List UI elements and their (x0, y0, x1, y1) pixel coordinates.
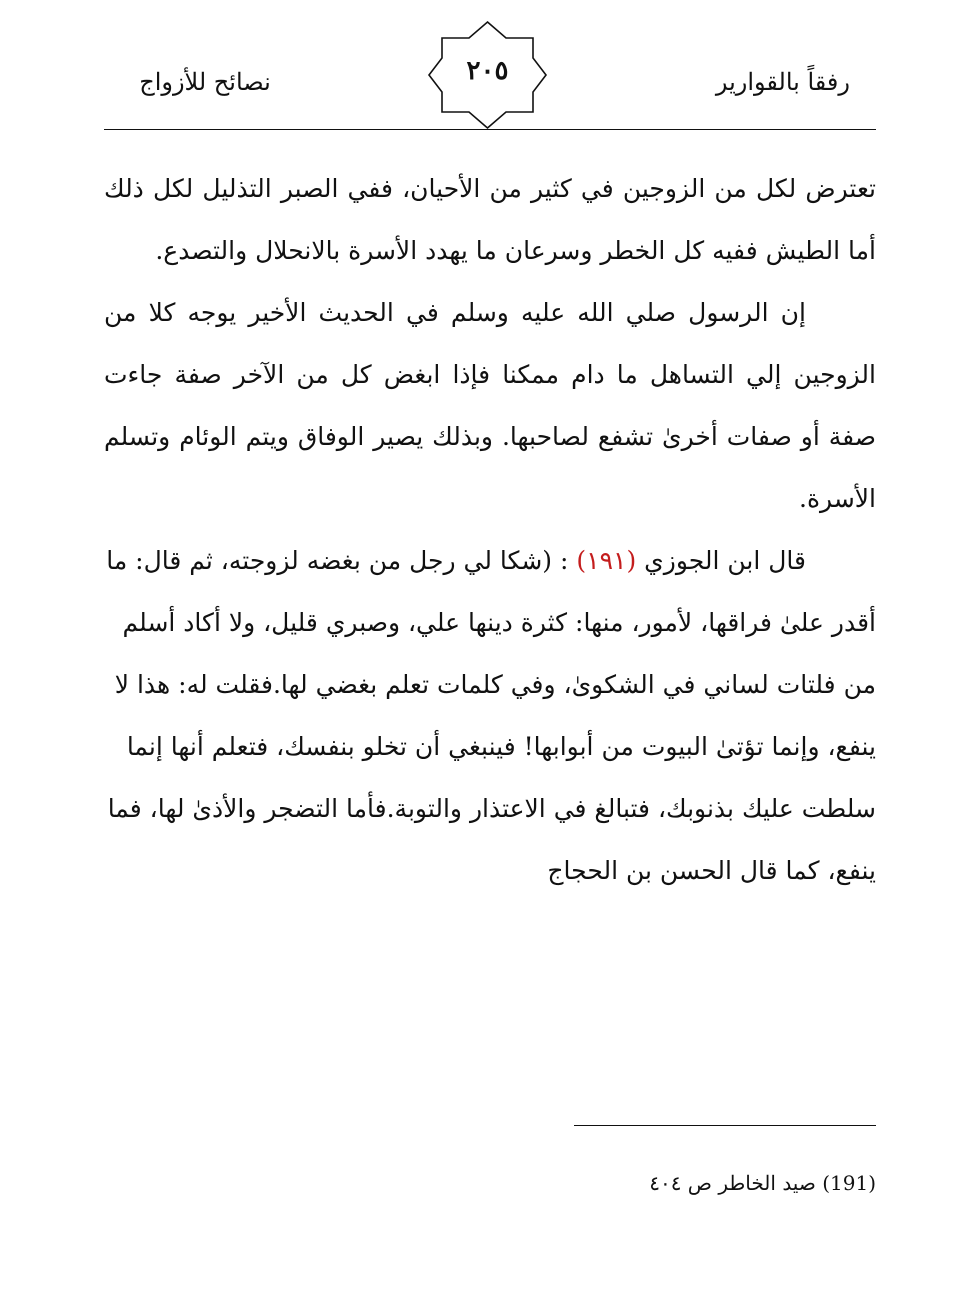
footnote-reference[interactable]: (١٩١) (576, 546, 637, 575)
footnote-number: (191) (822, 1171, 876, 1195)
paragraph-3-quote: : (شكا لي رجل من بغضه لزوجته، ثم قال: ما أقدر علىٰ فراقها، لأمور، منها: كثرة دينها علي، وصبري قليل، ولا أكاد أسلم من فلتات لساني في الشكوىٰ، وفي كلمات تعلم بغضي لها.فقلت له: هذا لا ينفع، وإنما تؤتىٰ البيوت من أبوابها! فينبغي أن تخلو بنفسك، فتعلم أنها إنما سلطت عليك بذنوبك، فتبالغ في الاعتذار والتوبة.فأما التضجر والأذىٰ لها، فما ينفع، كما قال الحسن بن الحجاج (106, 546, 876, 885)
paragraph-3 (104, 530, 876, 902)
page-number-badge (425, 20, 550, 130)
footnote (300, 1168, 876, 1198)
body-text (104, 158, 876, 902)
running-head-chapter-title: نصائح للأزواج (139, 68, 271, 96)
running-head-book-title: رفقاً بالقوارير (715, 68, 850, 96)
page-number: ٢٠٥ (466, 56, 509, 86)
footnote-text: صيد الخاطر ص ٤٠٤ (649, 1171, 816, 1195)
paragraph-2: إن الرسول صلي الله عليه وسلم في الحديث الأخير يوجه كلا من الزوجين إلي التساهل ما دام ممكنا فإذا ابغض كل من الآخر صفة جاءت صفة أو صفات أخرىٰ تشفع لصاحبها. وبذلك يصير الوفاق ويتم الوئام وتسلم الأسرة. (104, 298, 876, 513)
footnote-rule (574, 1125, 876, 1126)
paragraph-3-lead: قال ابن الجوزي (644, 546, 806, 575)
header-rule (104, 129, 876, 130)
paragraph-1: تعترض لكل من الزوجين في كثير من الأحيان، ففي الصبر التذليل لكل ذلك أما الطيش ففيه كل الخطر وسرعان ما يهدد الأسرة بالانحلال والتصدع. (104, 174, 876, 265)
